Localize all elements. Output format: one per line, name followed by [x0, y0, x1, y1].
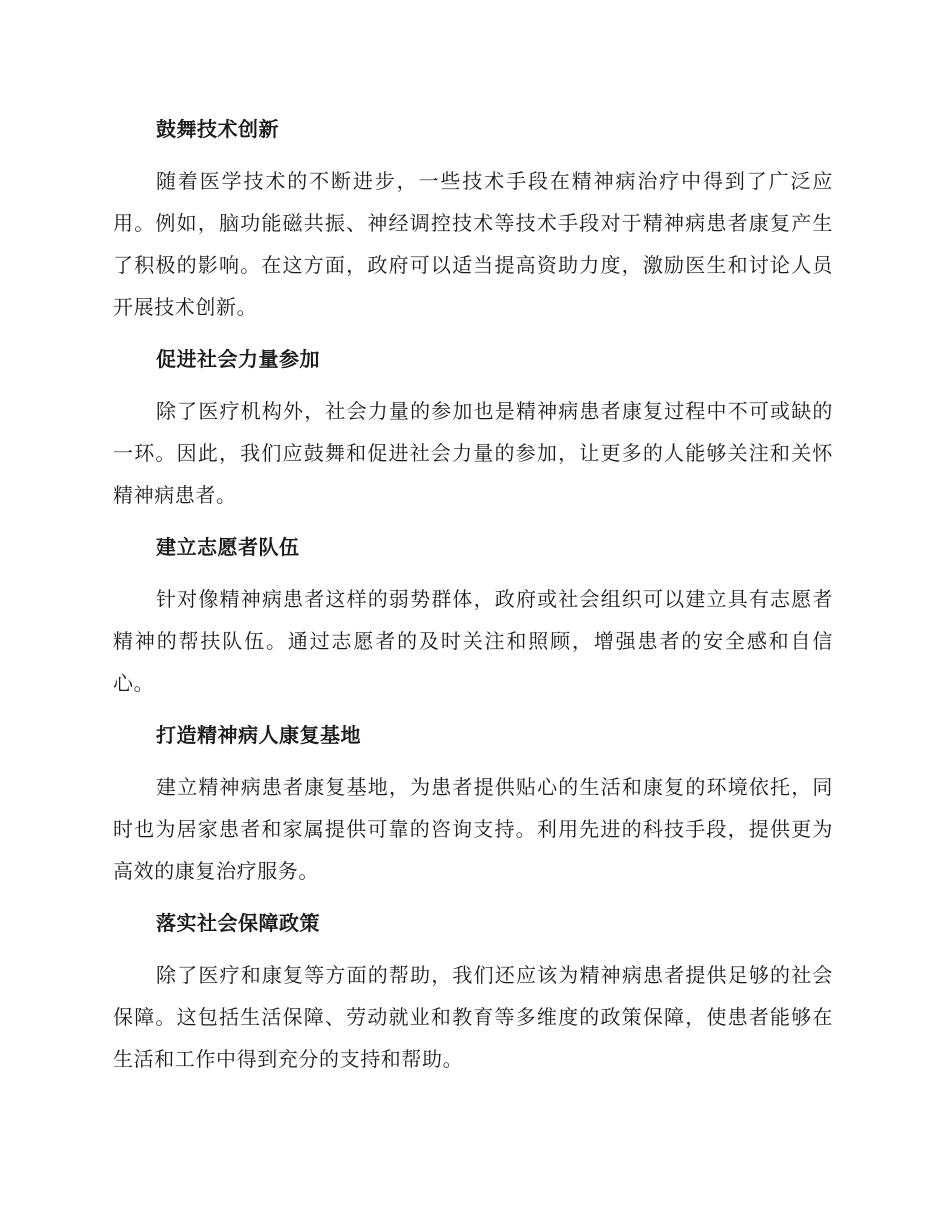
section-heading: 鼓舞技术创新 — [156, 117, 279, 141]
section-paragraph: 建立精神病患者康复基地，为患者提供贴心的生活和康复的环境依托，同时也为居家患者和家属提供可靠的咨询支持。利用先进的科技手段，提供更为高效的康复治疗服务。 — [113, 775, 833, 883]
section-paragraph: 针对像精神病患者这样的弱势群体，政府或社会组织可以建立具有志愿者精神的帮扶队伍。通过志愿者的及时关注和照顾，增强患者的安全感和自信心。 — [113, 587, 833, 695]
section-tech-innovation — [113, 108, 833, 328]
section-heading: 促进社会力量参加 — [156, 347, 320, 371]
section-social-participation — [113, 338, 833, 516]
section-rehab-base — [113, 714, 833, 892]
section-heading: 建立志愿者队伍 — [156, 535, 300, 559]
section-social-security — [113, 902, 833, 1080]
section-volunteer-team — [113, 526, 833, 704]
section-paragraph: 除了医疗和康复等方面的帮助，我们还应该为精神病患者提供足够的社会保障。这包括生活保障、劳动就业和教育等多维度的政策保障，使患者能够在生活和工作中得到充分的支持和帮助。 — [113, 963, 833, 1071]
section-heading: 落实社会保障政策 — [156, 911, 320, 935]
section-paragraph: 除了医疗机构外，社会力量的参加也是精神病患者康复过程中不可或缺的一环。因此，我们应鼓舞和促进社会力量的参加，让更多的人能够关注和关怀精神病患者。 — [113, 399, 833, 507]
section-heading: 打造精神病人康复基地 — [156, 723, 361, 747]
document-page — [113, 108, 833, 1090]
section-paragraph: 随着医学技术的不断进步，一些技术手段在精神病治疗中得到了广泛应用。例如，脑功能磁共振、神经调控技术等技术手段对于精神病患者康复产生了积极的影响。在这方面，政府可以适当提高资助力度，激励医生和讨论人员开展技术创新。 — [113, 169, 833, 319]
